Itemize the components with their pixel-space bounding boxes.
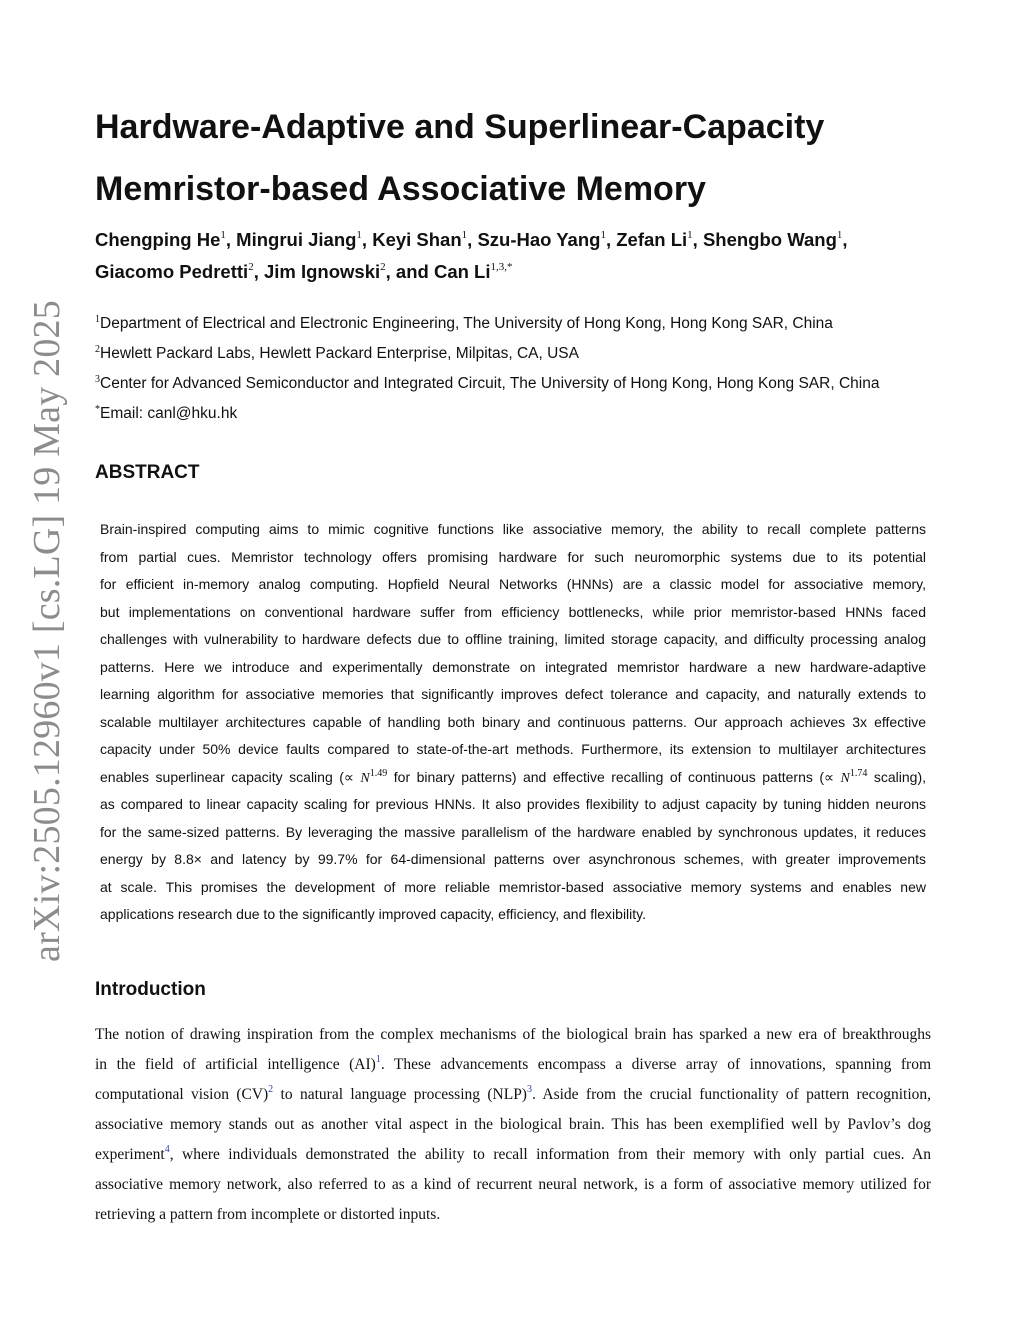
author-separator: , <box>692 229 703 250</box>
affiliation-mark: 3 <box>95 374 100 385</box>
abstract-line: challenges with vulnerability to hardware defects due to offline training, limited storage capacity, and difficulty processing analog <box>100 631 926 647</box>
title-line-1: Hardware-Adaptive and Superlinear-Capacity <box>95 108 825 146</box>
author-separator: , <box>467 229 478 250</box>
abstract-line: from partial cues. Memristor technology offers promising hardware for such neuromorphic systems due to its potential <box>100 548 926 565</box>
author-separator: , <box>605 229 617 250</box>
paper-title <box>95 96 955 220</box>
intro-text: , where individuals demonstrated the ability to recall information from their memory with only partial cues. An <box>169 1146 931 1163</box>
abstract-line: energy by 8.8× and latency by 99.7% for 64-dimensional patterns over asynchronous schemes, with greater improvements <box>100 851 926 867</box>
author-separator: , <box>253 261 264 282</box>
intro-text: experiment <box>95 1146 165 1163</box>
scaling-text: for binary patterns) and effective recalling of continuous patterns (∝ <box>387 768 841 785</box>
author-line-1 <box>95 224 955 256</box>
abstract-line: for the same-sized patterns. By leveraging the massive parallelism of the hardware enabled by synchronous updates, it reduces <box>100 823 926 840</box>
abstract-line: scalable multilayer architectures capable of handling both binary and continuous patterns. Our approach achieves 3x effective <box>100 713 926 730</box>
intro-line: associative memory network, also referred to as a kind of recurrent neural network, is a form of associative memory utilized for <box>95 1176 931 1193</box>
abstract-scaling-line <box>100 764 926 792</box>
author-affiliation-mark: 1 <box>600 229 606 241</box>
author-affiliation-mark: 1 <box>461 229 468 241</box>
affiliation-text: Center for Advanced Semiconductor and Integrated Circuit, The University of Hong Kong, Hong Kong SAR, China <box>100 375 880 392</box>
affiliation-item <box>95 369 955 399</box>
abstract-line: capacity under 50% device faults compared to state-of-the-art methods. Furthermore, its extension to multilayer architectures <box>100 741 926 757</box>
intro-line <box>95 1050 931 1080</box>
author-name: Giacomo Pedretti <box>95 261 249 282</box>
author-name: Chengping He <box>95 229 221 250</box>
abstract-line: as compared to linear capacity scaling for previous HNNs. It also provides flexibility to adjust capacity by tuning hidden neurons <box>100 796 926 812</box>
arxiv-side-stamp: arXiv:2505.12960v1 [cs.LG] 19 May 2025 <box>26 300 68 962</box>
author-affiliation-mark: 1 <box>220 229 226 241</box>
contact-email: Email: canl@hku.hk <box>100 405 238 422</box>
scaling-text: enables superlinear capacity scaling (∝ <box>100 768 361 785</box>
introduction-heading: Introduction <box>95 979 206 1000</box>
intro-line <box>95 1080 931 1110</box>
math-n: N <box>840 770 850 786</box>
author-separator: , and <box>385 261 434 282</box>
intro-line: retrieving a pattern from incomplete or distorted inputs. <box>95 1206 441 1223</box>
abstract-line: at scale. This promises the development of more reliable memristor-based associative memory systems and enables new <box>100 878 926 895</box>
intro-text: . These advancements encompass a diverse array of innovations, spanning from <box>380 1056 931 1073</box>
math-exponent: 1.74 <box>849 767 868 779</box>
author-affiliation-mark: 1 <box>836 229 843 241</box>
abstract-line: Brain-inspired computing aims to mimic cognitive functions like associative memory, the ability to recall complete patterns <box>100 521 926 537</box>
author-affiliation-mark: 2 <box>248 261 254 273</box>
intro-line: associative memory stands out as another vital aspect in the biological brain. This has been exemplified well by Pavlov’s dog <box>95 1116 931 1133</box>
introduction-body <box>95 1020 931 1230</box>
author-affiliation-mark: 1 <box>356 229 362 241</box>
math-n: N <box>360 770 370 786</box>
affiliation-item <box>95 339 955 369</box>
citation-link[interactable]: 4 <box>164 1144 170 1155</box>
citation-link[interactable]: 2 <box>268 1084 274 1095</box>
author-name: Jim Ignowski <box>263 261 381 282</box>
affiliation-item <box>95 399 955 429</box>
author-separator: , <box>361 229 373 250</box>
author-name: Zefan Li <box>616 229 688 250</box>
author-name: Can Li <box>433 261 491 282</box>
author-separator: , <box>225 229 237 250</box>
intro-text: to natural language processing (NLP) <box>273 1086 527 1103</box>
author-affiliation-mark: 1 <box>687 229 693 241</box>
author-separator: , <box>842 229 848 250</box>
citation-link[interactable]: 3 <box>526 1084 532 1095</box>
intro-text: . Aside from the crucial functionality of pattern recognition, <box>531 1086 931 1103</box>
affiliation-mark: 2 <box>95 344 100 355</box>
author-name: Shengbo Wang <box>702 229 837 250</box>
affiliation-mark: 1 <box>95 314 100 325</box>
abstract-line: but implementations on conventional hardware suffer from efficiency bottlenecks, while prior memristor-based HNNs faced <box>100 603 926 620</box>
intro-text: in the field of artificial intelligence (AI) <box>95 1056 376 1073</box>
scaling-text: scaling), <box>867 768 926 785</box>
math-exponent: 1.49 <box>369 767 388 779</box>
abstract-heading: ABSTRACT <box>95 462 200 483</box>
intro-line: The notion of drawing inspiration from the complex mechanisms of the biological brain has sparked a new era of breakthroughs <box>95 1026 931 1043</box>
abstract-line: for efficient in-memory analog computing. Hopfield Neural Networks (HNNs) are a classic model for associative memory, <box>100 576 926 592</box>
abstract-line: applications research due to the significantly improved capacity, efficiency, and flexibility. <box>100 906 647 922</box>
author-affiliation-mark: 1,3,* <box>490 261 513 273</box>
abstract-line: patterns. Here we introduce and experimentally demonstrate on integrated memristor hardware a new hardware-adaptive <box>100 658 926 675</box>
affiliation-mark: * <box>95 404 100 415</box>
citation-link[interactable]: 1 <box>375 1054 381 1065</box>
affiliation-text: Hewlett Packard Labs, Hewlett Packard Enterprise, Milpitas, CA, USA <box>100 345 579 362</box>
intro-text: computational vision (CV) <box>95 1086 269 1103</box>
author-affiliation-mark: 2 <box>380 261 386 273</box>
affiliation-list <box>95 309 955 429</box>
author-list <box>95 224 955 288</box>
affiliation-text: Department of Electrical and Electronic Engineering, The University of Hong Kong, Hong Kong SAR, China <box>100 315 833 332</box>
title-line-2: Memristor-based Associative Memory <box>95 170 706 208</box>
affiliation-item <box>95 309 955 339</box>
author-name: Mingrui Jiang <box>236 229 357 250</box>
author-line-2 <box>95 256 955 288</box>
abstract-line: learning algorithm for associative memories that significantly improves defect tolerance and capacity, and naturally extends to <box>100 686 926 702</box>
abstract-body <box>100 516 926 929</box>
author-name: Keyi Shan <box>372 229 462 250</box>
intro-line <box>95 1140 931 1170</box>
author-name: Szu-Hao Yang <box>477 229 601 250</box>
